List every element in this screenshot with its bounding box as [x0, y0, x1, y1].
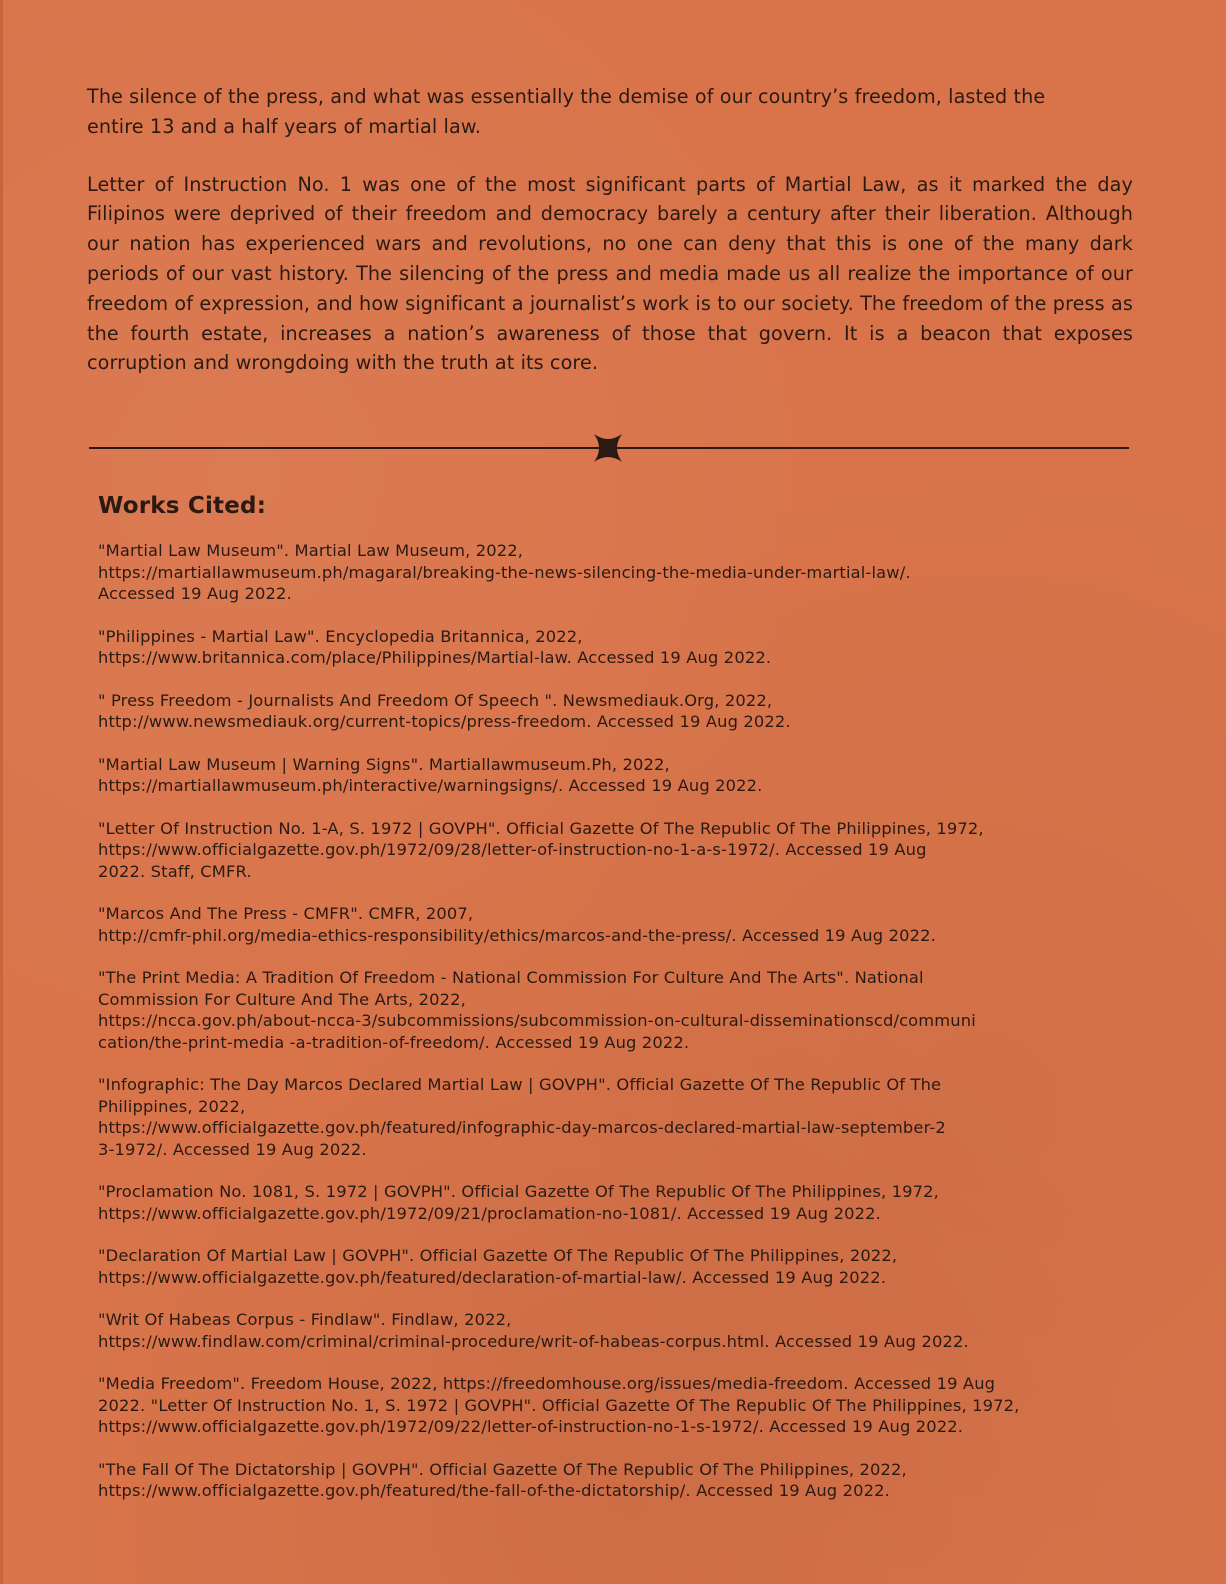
- intro-paragraph-1-line: entire 13 and a half years of martial law.: [87, 114, 482, 138]
- citation-list: [98, 540, 1158, 1502]
- citation-line: "The Print Media: A Tradition Of Freedom - National Commission For Culture And The Arts". National: [98, 968, 924, 987]
- citation-line: "Media Freedom". Freedom House, 2022, https://freedomhouse.org/issues/media-freedom. Accessed 19 Aug: [98, 1374, 996, 1393]
- divider-ornament: [89, 430, 1129, 466]
- citation-entry: [98, 754, 1158, 797]
- citation-entry: [98, 690, 1158, 733]
- citation-line: "Proclamation No. 1081, S. 1972 | GOVPH". Official Gazette Of The Republic Of The Philippines, 1972,: [98, 1182, 939, 1201]
- citation-line: https://www.officialgazette.gov.ph/featured/the-fall-of-the-dictatorship/. Accessed 19 Aug 2022.: [98, 1481, 890, 1500]
- citation-line: " Press Freedom - Journalists And Freedom Of Speech ". Newsmediauk.Org, 2022,: [98, 690, 773, 710]
- intro-paragraph-1: [87, 82, 1133, 142]
- section-divider: [89, 430, 1129, 466]
- intro-paragraph-1-line: The silence of the press, and what was essentially the demise of our country’s freedom, lasted the: [87, 85, 1046, 108]
- citation-line: 2022. "Letter Of Instruction No. 1, S. 1972 | GOVPH". Official Gazette Of The Republic Of The Philippines, 1972,: [98, 1395, 1020, 1415]
- citation-line: https://www.officialgazette.gov.ph/1972/09/22/letter-of-instruction-no-1-s-1972/. Accessed 19 Aug 2022.: [98, 1417, 964, 1436]
- citation-entry: [98, 1245, 1158, 1288]
- citation-line: "Declaration Of Martial Law | GOVPH". Official Gazette Of The Republic Of The Philippines, 2022,: [98, 1246, 898, 1265]
- citation-line: "Marcos And The Press - CMFR". CMFR, 2007,: [98, 904, 474, 923]
- citation-entry: [98, 1074, 1158, 1160]
- works-cited-section: [98, 490, 1158, 1523]
- citation-line: https://www.britannica.com/place/Philippines/Martial-law. Accessed 19 Aug 2022.: [98, 648, 772, 667]
- citation-entry: [98, 1309, 1158, 1352]
- citation-line: "Martial Law Museum | Warning Signs". Martiallawmuseum.Ph, 2022,: [98, 754, 670, 774]
- citation-line: https://martiallawmuseum.ph/interactive/warningsigns/. Accessed 19 Aug 2022.: [98, 776, 763, 795]
- citation-line: "Writ Of Habeas Corpus - Findlaw". Findlaw, 2022,: [98, 1310, 512, 1329]
- works-cited-heading: Works Cited:: [98, 493, 267, 519]
- citation-line: http://www.newsmediauk.org/current-topics/press-freedom. Accessed 19 Aug 2022.: [98, 712, 791, 731]
- citation-line: cation/the-print-media -a-tradition-of-freedom/. Accessed 19 Aug 2022.: [98, 1032, 690, 1052]
- citation-line: http://cmfr-phil.org/media-ethics-responsibility/ethics/marcos-and-the-press/. Accessed 19 Aug 2022.: [98, 925, 936, 945]
- citation-entry: [98, 1373, 1158, 1438]
- citation-line: "Philippines - Martial Law". Encyclopedia Britannica, 2022,: [98, 626, 583, 646]
- citation-entry: [98, 967, 1158, 1053]
- citation-line: "Infographic: The Day Marcos Declared Martial Law | GOVPH". Official Gazette Of The Republic Of The: [98, 1075, 942, 1094]
- citation-line: "The Fall Of The Dictatorship | GOVPH". Official Gazette Of The Republic Of The Philippines, 2022,: [98, 1459, 907, 1479]
- citation-entry: [98, 626, 1158, 669]
- citation-line: Accessed 19 Aug 2022.: [98, 584, 292, 603]
- citation-entry: [98, 1181, 1158, 1224]
- citation-entry: [98, 540, 1158, 605]
- citation-line: Philippines, 2022,: [98, 1096, 246, 1116]
- citation-line: 3-1972/. Accessed 19 Aug 2022.: [98, 1139, 367, 1159]
- citation-line: https://www.officialgazette.gov.ph/1972/09/28/letter-of-instruction-no-1-a-s-1972/. Accessed 19 Aug: [98, 840, 927, 859]
- page-left-edge: [0, 0, 3, 1584]
- citation-line: 2022. Staff, CMFR.: [98, 861, 252, 881]
- citation-line: Commission For Culture And The Arts, 2022,: [98, 989, 466, 1009]
- citation-line: "Martial Law Museum". Martial Law Museum, 2022,: [98, 541, 524, 560]
- citation-line: https://www.officialgazette.gov.ph/featured/infographic-day-marcos-declared-martial-law-september-2: [98, 1118, 946, 1137]
- citation-line: "Letter Of Instruction No. 1-A, S. 1972 | GOVPH". Official Gazette Of The Republic Of The Philippines, 1972,: [98, 818, 984, 838]
- citation-line: https://www.officialgazette.gov.ph/featured/declaration-of-martial-law/. Accessed 19 Aug 2022.: [98, 1267, 887, 1287]
- intro-section: [87, 82, 1133, 406]
- citation-line: https://www.findlaw.com/criminal/criminal-procedure/writ-of-habeas-corpus.html. Accessed 19 Aug 2022.: [98, 1331, 969, 1351]
- citation-entry: [98, 818, 1158, 883]
- citation-entry: [98, 1459, 1158, 1502]
- citation-entry: [98, 903, 1158, 946]
- citation-line: https://ncca.gov.ph/about-ncca-3/subcommissions/subcommission-on-cultural-disseminationscd/communi: [98, 1011, 976, 1030]
- citation-line: https://martiallawmuseum.ph/magaral/breaking-the-news-silencing-the-media-under-martial-law/.: [98, 562, 911, 582]
- intro-paragraph-2: Letter of Instruction No. 1 was one of the most significant parts of Martial Law, as it marked the day Filipinos were deprived of their freedom and democracy barely a century after their liberation. Although our nation has experienced wars and revolutions, no one can deny that this is one of the many dark periods of our vast history. The silencing of the press and media made us all realize the importance of our freedom of expression, and how significant a journalist’s work is to our society. The freedom of the press as the fourth estate, increases a nation’s awareness of those that govern. It is a beacon that exposes corruption and wrongdoing with the truth at its core.: [87, 172, 1133, 375]
- citation-line: https://www.officialgazette.gov.ph/1972/09/21/proclamation-no-1081/. Accessed 19 Aug 2022.: [98, 1203, 881, 1223]
